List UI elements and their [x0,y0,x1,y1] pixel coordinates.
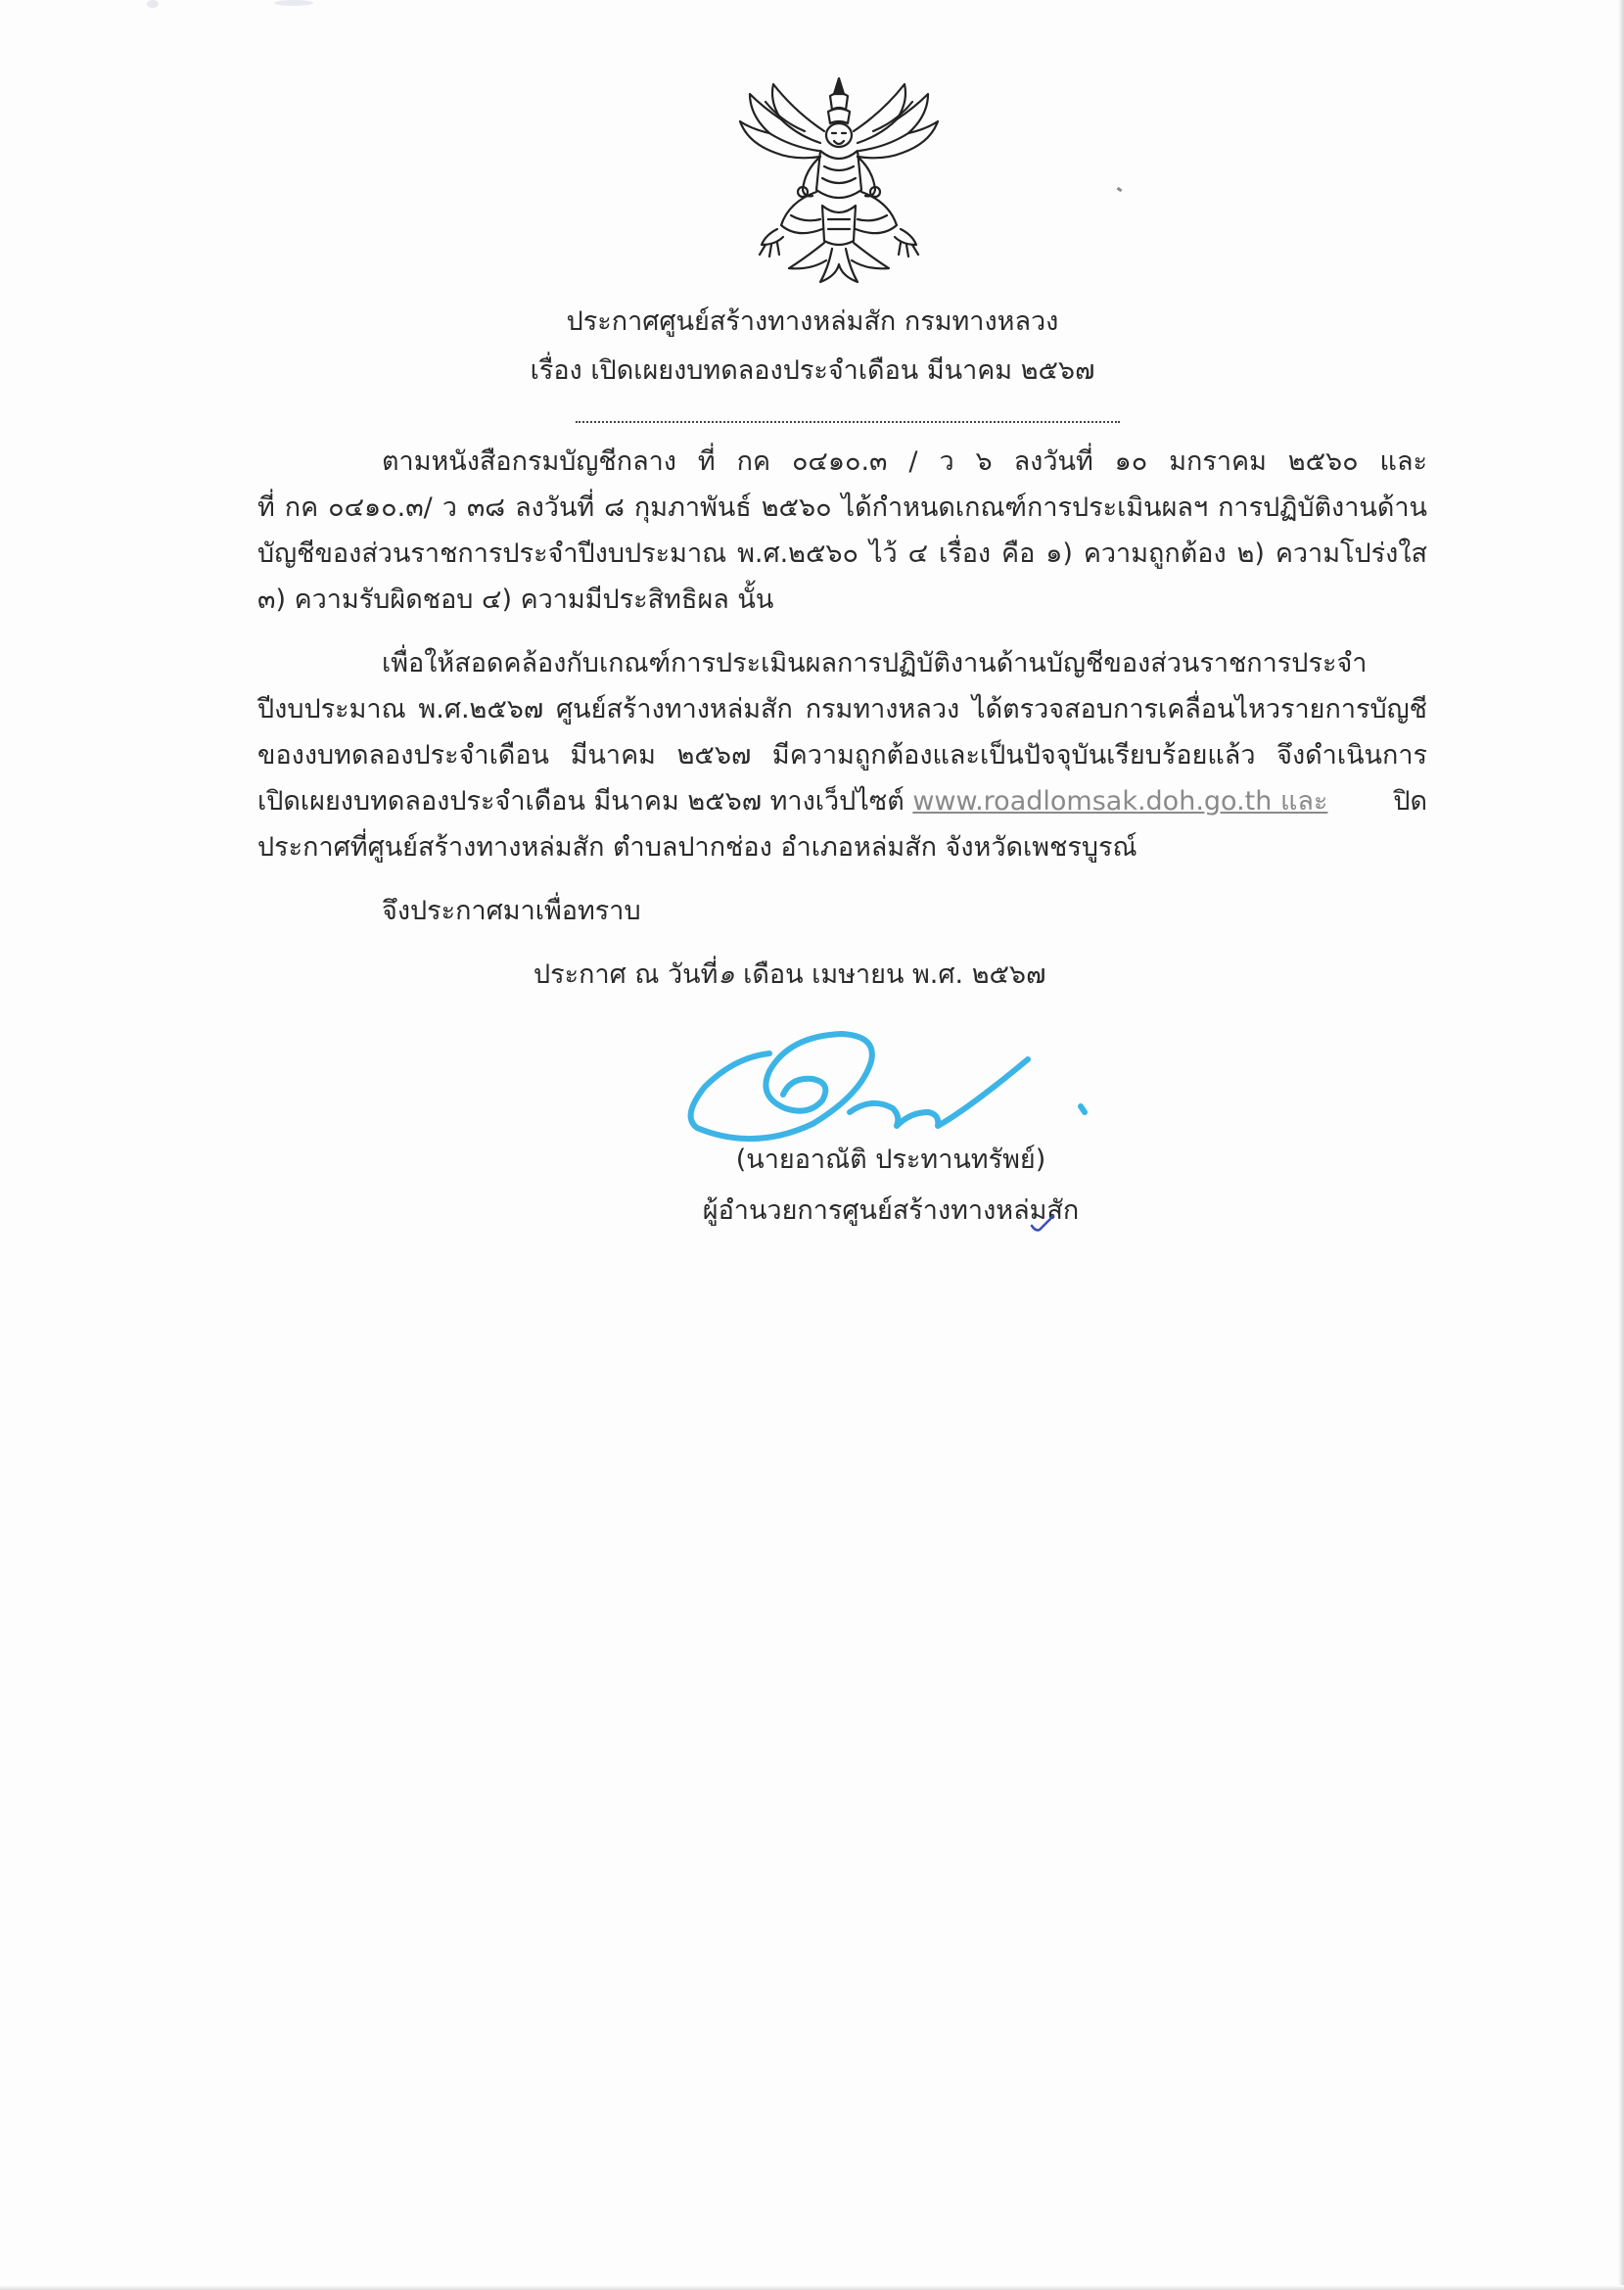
paragraph-2-line-4 [257,785,1427,818]
dotted-divider [576,421,1120,423]
scan-edge [1618,0,1624,2290]
signatory-position: ผู้อำนวยการศูนย์สร้างทางหล่มสัก [702,1195,1080,1226]
garuda-emblem-icon [726,72,951,292]
signature-image [675,1018,1106,1155]
closing-statement: จึงประกาศมาเพื่อทราบ [382,896,641,926]
signatory-name: (นายอาณัติ ประทานทรัพย์) [735,1145,1046,1175]
paragraph-2-line-1: เพื่อให้สอดคล้องกับเกณฑ์การประเมินผลการปฏิบัติงานด้านบัญชีของส่วนราชการประจำ [382,648,1368,678]
paragraph-2-line-4-text: เปิดเผยงบทดลองประจำเดือน มีนาคม ๒๕๖๗ ทางเว็ปไซต์ [257,786,913,817]
paragraph-1-line-1: ตามหนังสือกรมบัญชีกลาง ที่ กค ๐๔๑๐.๓ / ว ๖ ลงวันที่ ๑๐ มกราคม ๒๕๖๐ และ [382,446,1427,477]
scan-edge [0,2285,1624,2290]
date-suffix: เดือน เมษายน พ.ศ. ๒๕๖๗ [734,959,1046,990]
paragraph-1-line-2: ที่ กค ๐๔๑๐.๓/ ว ๓๘ ลงวันที่ ๘ กุมภาพันธ์ ๒๕๖๐ ได้กำหนดเกณฑ์การประเมินผลฯ การปฏิบัติงานด้าน [257,492,1427,523]
paragraph-2-line-2: ปีงบประมาณ พ.ศ.๒๕๖๗ ศูนย์สร้างทางหล่มสัก กรมทางหลวง ได้ตรวจสอบการเคลื่อนไหวรายการบัญชี [257,694,1427,724]
paragraph-2-line-3: ของงบทดลองประจำเดือน มีนาคม ๒๕๖๗ มีความถูกต้องและเป็นปัจจุบันเรียบร้อยแล้ว จึงดำเนินการ [257,740,1427,771]
announcement-date [534,958,1045,992]
scan-artifact [1117,187,1123,192]
paragraph-1-line-4: ๓) ความรับผิดชอบ ๔) ความมีประสิทธิผล นั้น [257,584,774,615]
initial-mark-icon [1030,1214,1055,1236]
paragraph-2-line-4-end: ปิด [1393,786,1427,817]
announcement-title: ประกาศศูนย์สร้างทางหล่มสัก กรมทางหลวง [566,306,1059,337]
website-link[interactable]: www.roadlomsak.doh.go.th และ [912,786,1328,817]
paragraph-1-line-3: บัญชีของส่วนราชการประจำปีงบประมาณ พ.ศ.๒๕๖๐ ไว้ ๔ เรื่อง คือ ๑) ความถูกต้อง ๒) ความโปร่งใส [257,538,1427,569]
paragraph-2-line-5: ประกาศที่ศูนย์สร้างทางหล่มสัก ตำบลปากช่อง อำเภอหล่มสัก จังหวัดเพชรบูรณ์ [257,832,1137,863]
date-prefix: ประกาศ ณ วันที่ [534,959,719,990]
announcement-subject: เรื่อง เปิดเผยงบทดลองประจำเดือน มีนาคม ๒๕๖๗ [530,355,1095,386]
scan-artifact [147,0,159,8]
date-day-handwritten: ๑ [718,959,735,990]
scan-artifact [274,0,313,6]
